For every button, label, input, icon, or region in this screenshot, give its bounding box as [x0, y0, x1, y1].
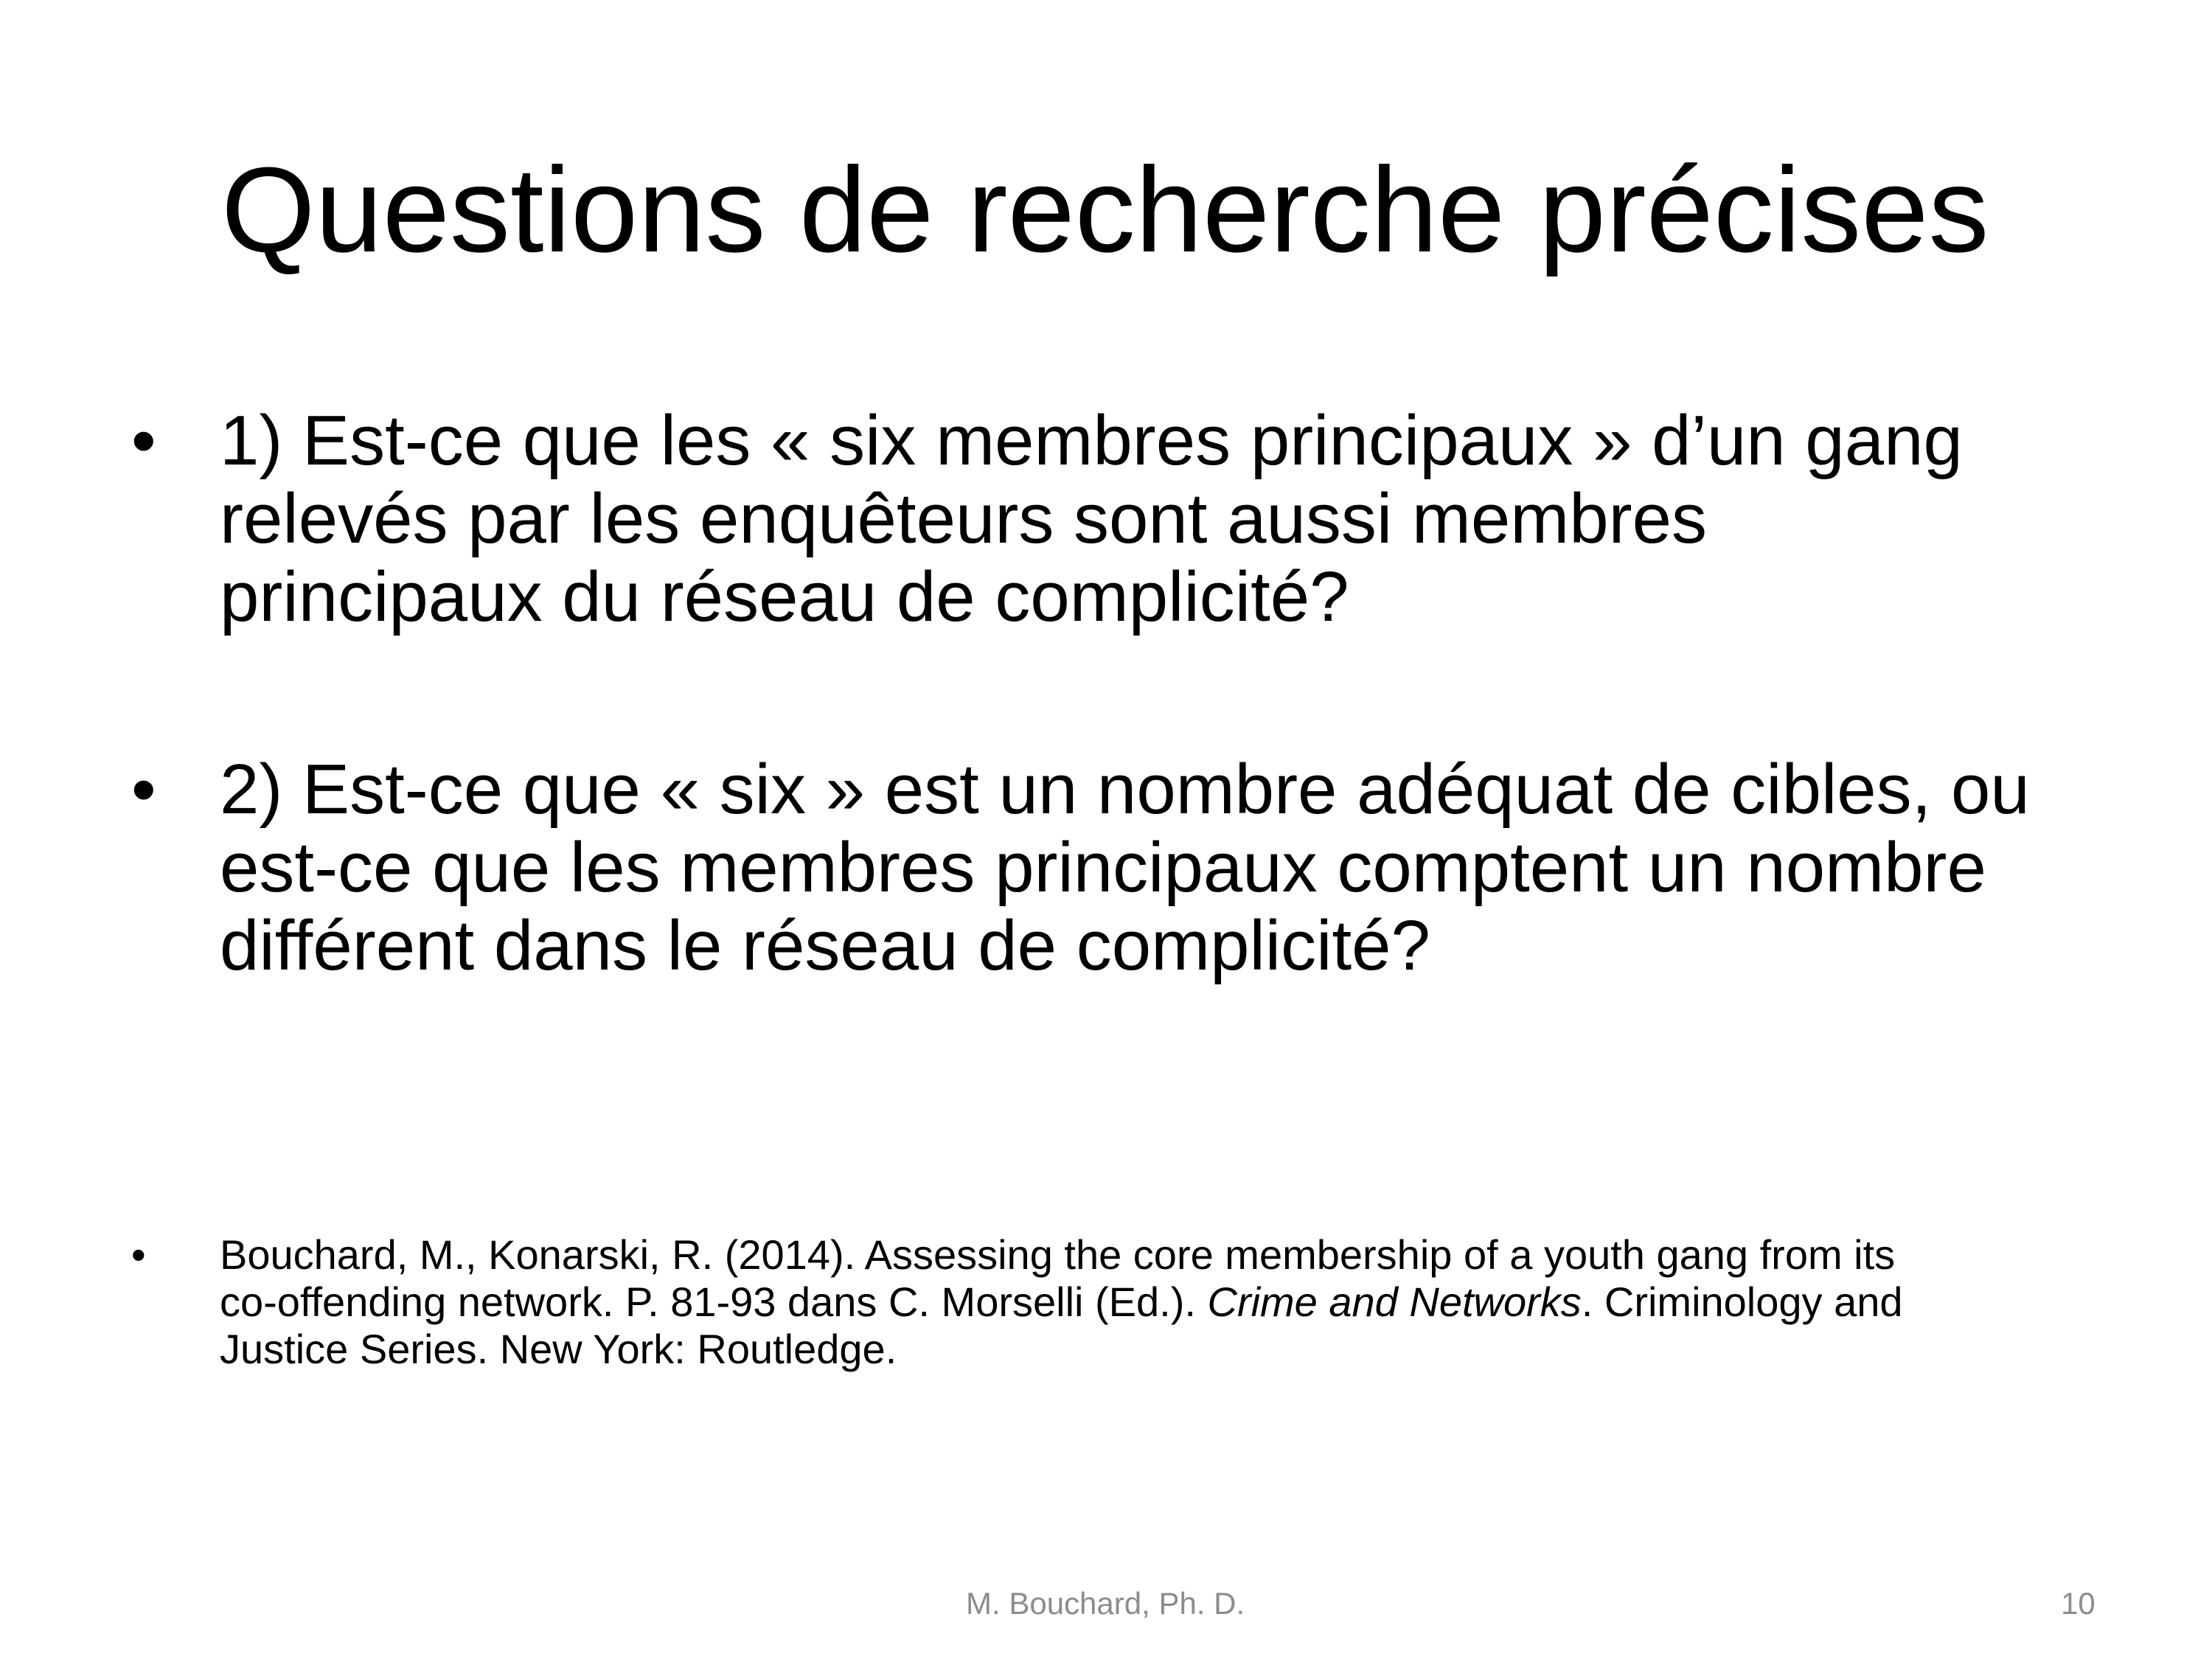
reference-line-2-end: . Criminology and [1581, 1279, 1903, 1325]
reference-citation [131, 1231, 2137, 1373]
bullet-dot-icon: • [131, 750, 156, 829]
slide-title: Questions de recherche précises [221, 142, 1989, 277]
reference-line-1: Bouchard, M., Konarski, R. (2014). Assessing the core membership of a youth gang from its [220, 1231, 1896, 1278]
bullet-line: différent dans le réseau de complicité? [220, 906, 1430, 985]
reference-line-3: Justice Series. New York: Routledge. [220, 1326, 897, 1372]
reference-line-2-start: co-offending network. P. 81-93 dans C. Morselli (Ed.). [220, 1279, 1208, 1325]
bullet-line: relevés par les enquêteurs sont aussi membres [220, 479, 1707, 558]
reference-book-title: Crime and Networks [1207, 1279, 1582, 1325]
footer-author: M. Bouchard, Ph. D. [966, 1586, 1245, 1621]
bullet-item-1 [131, 402, 2137, 636]
bullet-line: 2) Est-ce que « six » est un nombre adéquat de cibles, ou [220, 750, 2030, 829]
bullet-item-2 [131, 751, 2137, 985]
bullet-line: 1) Est-ce que les « six membres principaux » d’un gang [220, 401, 1963, 480]
reference-item [131, 1231, 2137, 1373]
bullet-list [131, 402, 2137, 985]
reference-line-2 [220, 1279, 2137, 1326]
bullet-line: est-ce que les membres principaux comptent un nombre [220, 828, 1986, 907]
bullet-dot-icon: • [131, 401, 156, 480]
slide-number: 10 [2061, 1586, 2096, 1621]
bullet-line: principaux du réseau de complicité? [220, 557, 1349, 636]
bullet-dot-icon: • [131, 1231, 146, 1278]
